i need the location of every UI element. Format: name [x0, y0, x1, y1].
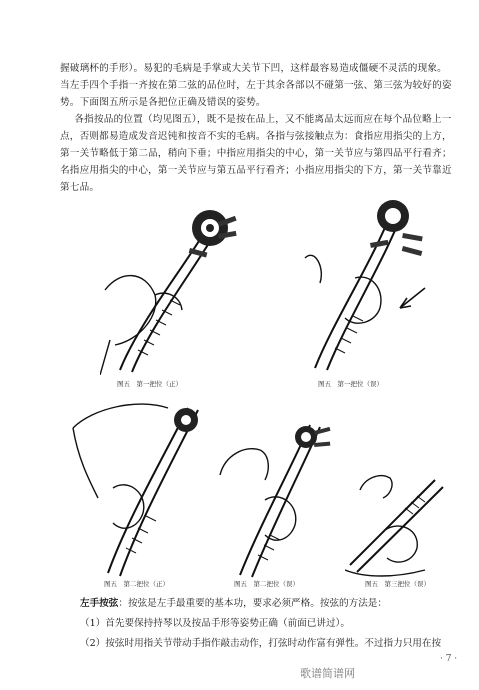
- caption-fig-4: 图五 第二把位（误）: [234, 580, 299, 588]
- section-heading: 左手按弦: [80, 598, 119, 609]
- figure-second-position-wrong: [210, 415, 340, 580]
- caption-fig-3: 图五 第二把位（正）: [104, 580, 169, 588]
- list-item-1: （1）首先要保持持琴以及按品手形等姿势正确（前面已讲过）。: [80, 618, 350, 629]
- figure-first-position-correct: [100, 200, 240, 375]
- paragraph-3: 各指按品的位置（均见图五），既不是按在品上，又不能离品太远而应在每个品位略上一点，否则都易造成发音迟钝和按音不实的毛病。各指与弦接触点为：食指应用指尖的上方，第一关节略低于第二品，稍向下垂；中指应用指尖的中心，第一关节应与第四品平行看齐；名指应用指尖的中心，第一关节应与第五品平行看齐；小指应用指尖的下方，第一关节靠近第七品。: [60, 114, 452, 193]
- body-text-top: [60, 60, 460, 196]
- paragraph-1: 握破璃杯的手形）。易犯的毛病是手掌或大关节下凹，这样最容易造成僵硬不灵活的现象。: [60, 63, 447, 74]
- page-number: · 7 ·: [440, 654, 458, 664]
- figure-second-position-correct: [68, 398, 208, 578]
- watermark: 歌谱简谱网: [300, 667, 355, 680]
- bottom-text: [80, 594, 470, 654]
- section-intro: ：按弦是左手最重要的基本功，要求必须严格。按弦的方法是：: [118, 598, 387, 609]
- left-hand-press-line: [80, 594, 470, 614]
- figure-third-position-wrong: [345, 470, 455, 580]
- figure-first-position-wrong: [295, 188, 445, 373]
- paragraph-2: 当左手四个手指一齐按在第二弦的品位时，左于其余各部以不碰第一弦、第三弦为较好的姿势。下面图五所示是各把位正确及错误的姿势。: [60, 80, 452, 108]
- caption-fig-1: 图五 第一把位（正）: [117, 380, 182, 388]
- list-item-2: （2）按弦时用指关节带动手指作敲击动作，打弦时动作富有弹性。不过指力只用在按: [80, 638, 442, 649]
- caption-fig-2: 图五 第一把位（误）: [318, 380, 383, 388]
- caption-fig-5: 图五 第三把位（误）: [365, 580, 430, 588]
